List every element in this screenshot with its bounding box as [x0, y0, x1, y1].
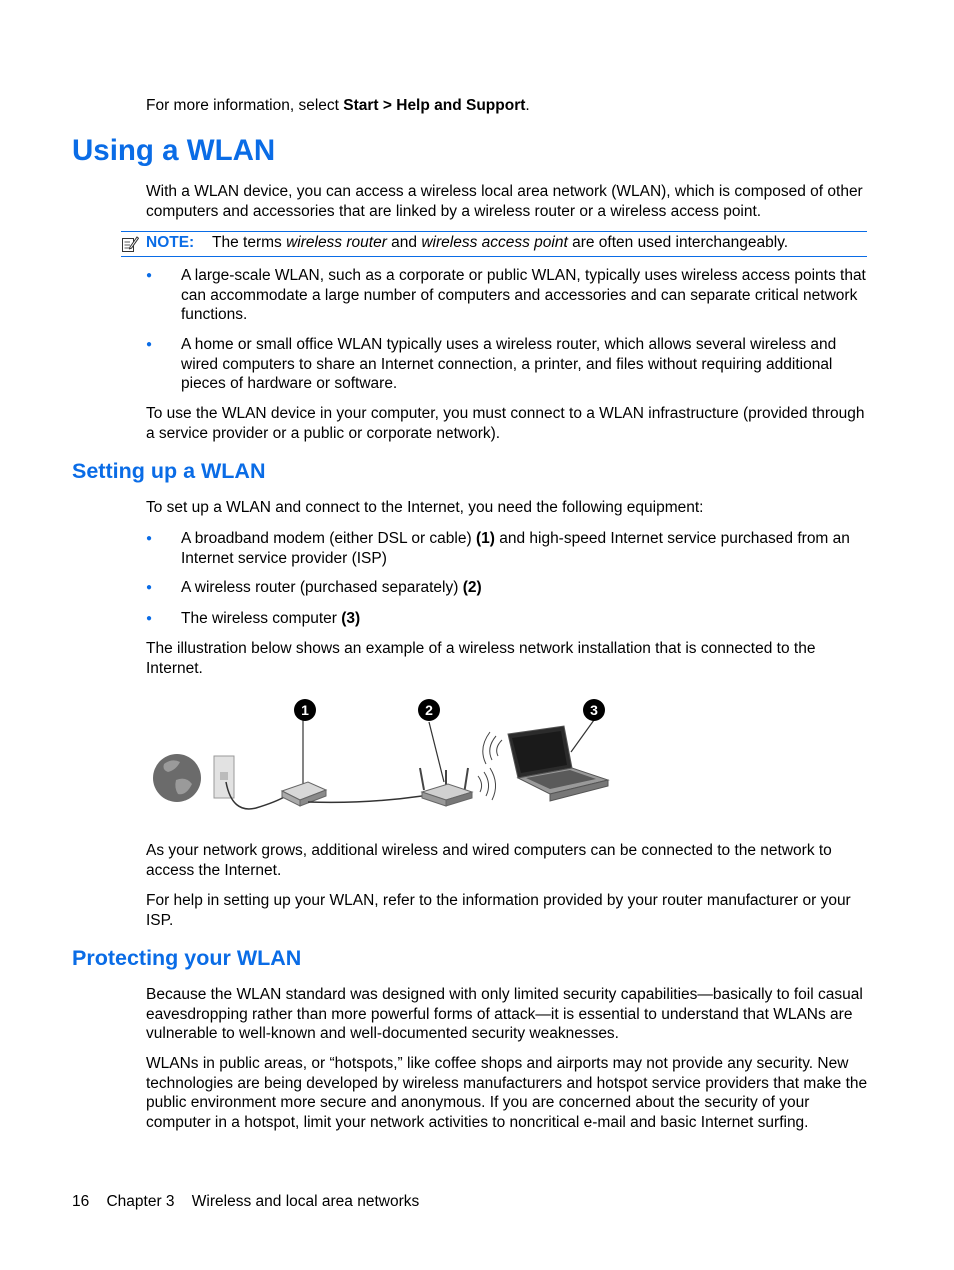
note-text: The terms wireless router and wireless access point are often used interchangeably. [212, 234, 789, 251]
section3-para2: WLANs in public areas, or “hotspots,” like coffee shops and airports may not provide any security. New technologies are being developed by wireless manufacturers and hotspot service providers that make the public environment more secure and anonymous. If you are concerned about the security of your computer in a hotspot, limit your network activities to noncritical e-mail and basic Internet surfing. [146, 1055, 868, 1131]
globe-icon [153, 754, 201, 802]
note-pencil-icon [121, 235, 139, 253]
bullet-icon: ● [146, 582, 153, 593]
section3-para1: Because the WLAN standard was designed with only limited security capabilities—basically to foil casual eavesdropping rather than more powerful forms of attack—it is essential to understand that WLANs are vulnerable to well-known and well-documented security weaknesses. [146, 986, 863, 1042]
laptop-icon [508, 720, 608, 801]
page-number: 16 [72, 1193, 90, 1210]
list-item: A wireless router (purchased separately) (2) [181, 579, 482, 596]
bullet-icon: ● [146, 613, 153, 624]
list-item: A home or small office WLAN typically uses a wireless router, which allows several wireless and wired computers to share an Internet connection, a printer, and files without requiring additional pieces of hardware or software. [181, 336, 837, 392]
bullet-icon: ● [146, 339, 153, 350]
section2-para2: The illustration below shows an example of a wireless network installation that is connected to the Internet. [146, 640, 816, 677]
callout-3-label: 3 [590, 702, 598, 718]
section2-para1: To set up a WLAN and connect to the Internet, you need the following equipment: [146, 499, 704, 516]
router-icon [420, 722, 472, 806]
callout-1 [294, 699, 316, 721]
wlan-illustration [146, 696, 616, 816]
footer-chapter: Chapter 3 [106, 1193, 175, 1210]
section1-para1: With a WLAN device, you can access a wireless local area network (WLAN), which is composed of other computers and accessories that are linked by a wireless router or a wireless access point. [146, 183, 863, 220]
network-diagram [146, 696, 616, 816]
section2-para4: For help in setting up your WLAN, refer to the information provided by your router manufacturer or your ISP. [146, 892, 851, 929]
callout-2-label: 2 [425, 702, 433, 718]
section2-para3: As your network grows, additional wireless and wired computers can be connected to the network to access the Internet. [146, 842, 832, 879]
note-label: NOTE: [146, 234, 195, 251]
callout-3 [583, 699, 605, 721]
modem-icon [282, 714, 326, 806]
callout-1-label: 1 [301, 702, 309, 718]
footer-title: Wireless and local area networks [191, 1193, 420, 1210]
section1-para2: To use the WLAN device in your computer, you must connect to a WLAN infrastructure (provided through a service provider or a public or corporate network). [146, 405, 865, 442]
wireless-signal-icon [478, 732, 502, 800]
list-item: The wireless computer (3) [181, 610, 361, 627]
section-heading-protecting: Protecting your WLAN [72, 946, 302, 970]
page-title: Using a WLAN [72, 134, 276, 167]
note-box [121, 231, 867, 257]
list-item: A broadband modem (either DSL or cable) (1) and high-speed Internet service purchased from an Internet service provider (ISP) [181, 530, 850, 567]
page-footer [72, 1193, 419, 1211]
bullet-icon: ● [146, 270, 153, 281]
menu-path: Start > Help and Support [343, 97, 526, 114]
callout-2 [418, 699, 440, 721]
wall-jack-icon [214, 756, 234, 798]
bullet-icon: ● [146, 533, 153, 544]
intro-text: For more information, select Start > Help and Support. [146, 97, 530, 114]
section-heading-setup: Setting up a WLAN [72, 459, 266, 483]
list-item: A large-scale WLAN, such as a corporate or public WLAN, typically uses wireless access points that can accommodate a large number of computers and accessories and can separate critical network functions. [181, 267, 866, 323]
